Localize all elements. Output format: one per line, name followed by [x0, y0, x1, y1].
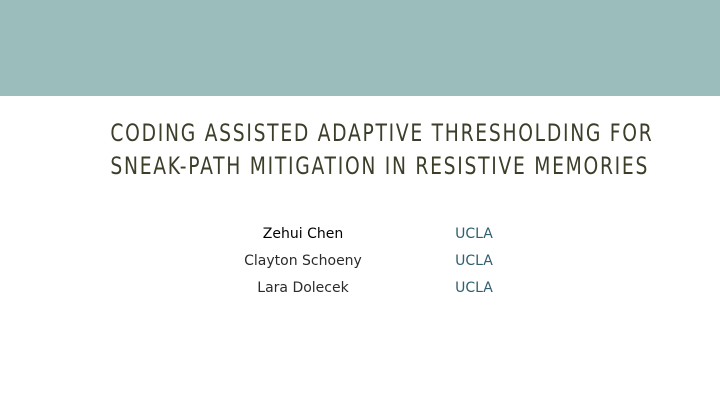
author-affiliation: UCLA [455, 280, 493, 296]
author-row-1 [0, 222, 720, 246]
slide-title [110, 117, 654, 183]
title-line-1: CODING ASSISTED ADAPTIVE THRESHOLDING FOR [110, 119, 654, 147]
author-row-2 [0, 249, 720, 273]
author-name: Clayton Schoeny [244, 253, 362, 269]
author-row-3 [0, 276, 720, 300]
header-band [0, 0, 720, 96]
author-affiliation: UCLA [455, 226, 493, 242]
title-line-2: SNEAK-PATH MITIGATION IN RESISTIVE MEMORIES [110, 152, 650, 180]
author-name: Lara Dolecek [257, 280, 349, 296]
author-affiliation: UCLA [455, 253, 493, 269]
author-name: Zehui Chen [262, 226, 344, 242]
